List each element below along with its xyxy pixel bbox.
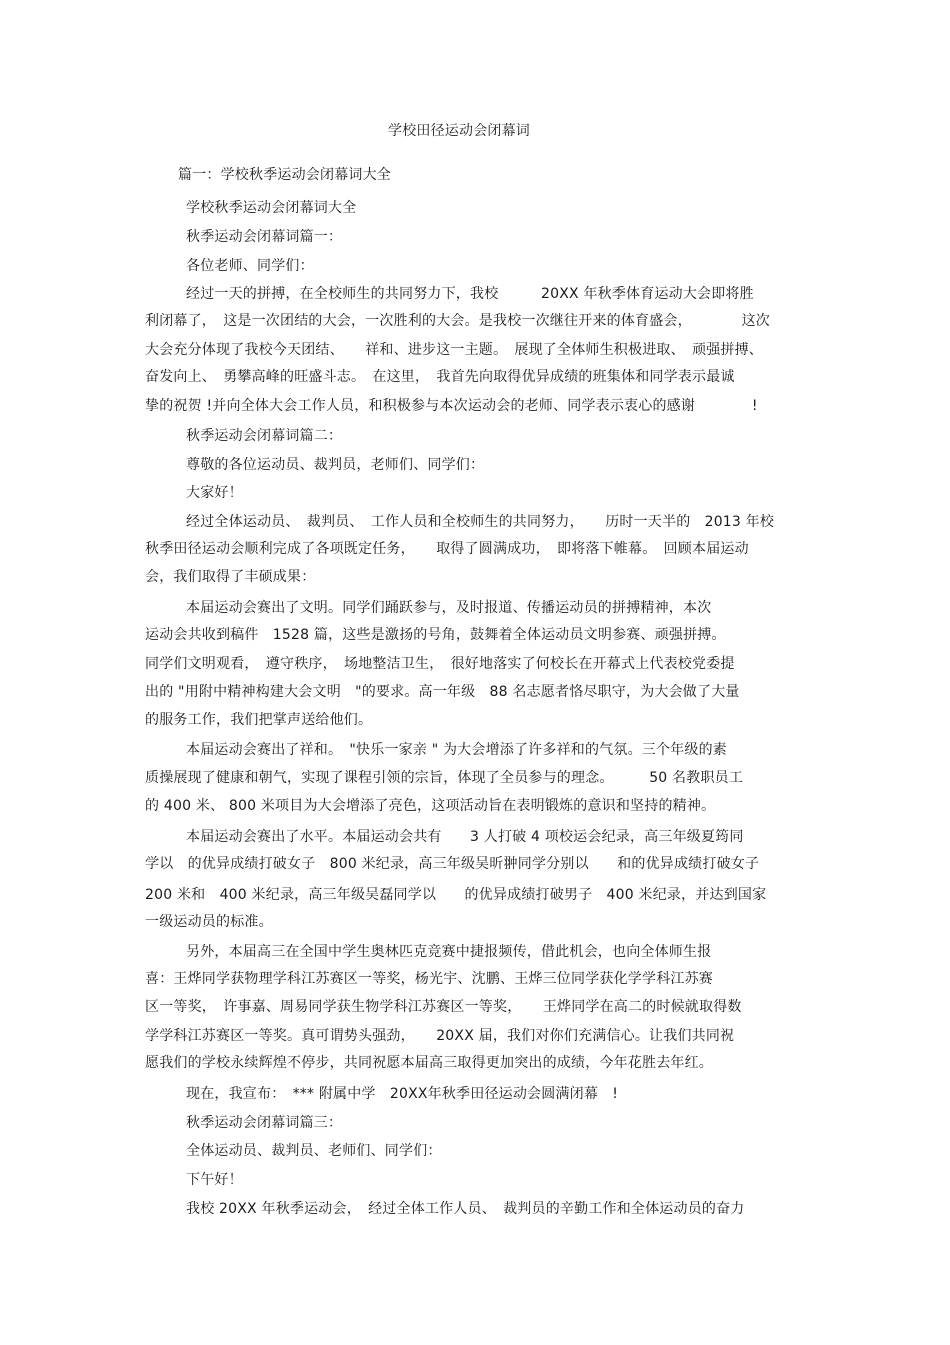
paragraph-line: 奋发向上、 勇攀高峰的旺盛斗志。 在这里， 我首先向取得优异成绩的班集体和同学表示最诚 bbox=[145, 369, 735, 385]
paragraph-line: 经过一天的拼搏，在全校师生的共同努力下，我校 20XX 年秋季体育运动大会即将胜 bbox=[186, 286, 754, 302]
paragraph-line: 大会充分体现了我校今天团结、 祥和、进步这一主题。 展现了全体师生积极进取、 顽强拼搏、 bbox=[145, 342, 763, 358]
paragraph-line: 运动会共收到稿件 1528 篇，这些是激扬的号角，鼓舞着全体运动员文明参赛、顽强拼搏。 bbox=[145, 627, 726, 643]
paragraph-line: 挚的祝贺 !并向全体大会工作人员，和积极参与本次运动会的老师、同学表示衷心的感谢 ! bbox=[145, 398, 758, 414]
paragraph-line: 各位老师、同学们： bbox=[186, 258, 314, 274]
paragraph-line: 同学们文明观看， 遵守秩序， 场地整洁卫生， 很好地落实了何校长在开幕式上代表校党委提 bbox=[145, 656, 735, 672]
paragraph-line: 秋季运动会闭幕词篇二： bbox=[186, 428, 343, 444]
paragraph-line: 现在，我宣布： *** 附属中学 20XX年秋季田径运动会圆满闭幕 ! bbox=[186, 1086, 619, 1102]
document-title: 学校田径运动会闭幕词 bbox=[388, 123, 530, 139]
paragraph-line: 下午好！ bbox=[186, 1172, 243, 1188]
paragraph-line: 本届运动会赛出了水平。本届运动会共有 3 人打破 4 项校运会纪录，高三年级夏筠同 bbox=[186, 829, 744, 845]
paragraph-line: 我校 20XX 年秋季运动会， 经过全体工作人员、 裁判员的辛勤工作和全体运动员的奋力 bbox=[186, 1201, 745, 1217]
paragraph-line: 200 米和 400 米纪录，高三年级吴磊同学以 的优异成绩打破男子 400 米纪录，并达到国家 bbox=[145, 887, 767, 903]
paragraph-line: 尊敬的各位运动员、裁判员，老师们、同学们： bbox=[186, 457, 485, 473]
paragraph-line: 秋季运动会闭幕词篇一： bbox=[186, 229, 343, 245]
paragraph-line: 大家好！ bbox=[186, 485, 243, 501]
paragraph-line: 学以 的优异成绩打破女子 800 米纪录，高三年级吴昕翀同学分别以 和的优异成绩打破女子 bbox=[145, 856, 760, 872]
section-heading: 篇一：学校秋季运动会闭幕词大全 bbox=[178, 167, 391, 183]
paragraph-line: 另外，本届高三在全国中学生奥林匹克竞赛中捷报频传，借此机会，也向全体师生报 bbox=[186, 944, 712, 960]
paragraph-line: 全体运动员、裁判员、老师们、同学们： bbox=[186, 1143, 442, 1159]
paragraph-line: 利闭幕了， 这是一次团结的大会，一次胜利的大会。是我校一次继往开来的体育盛会， 这次 bbox=[145, 313, 770, 329]
paragraph-line: 秋季运动会闭幕词篇三： bbox=[186, 1115, 343, 1131]
paragraph-line: 的服务工作，我们把掌声送给他们。 bbox=[145, 712, 373, 728]
paragraph-line: 会，我们取得了丰硕成果： bbox=[145, 569, 316, 585]
paragraph-line: 学学科江苏赛区一等奖。真可谓势头强劲， 20XX 届，我们对你们充满信心。让我们共同祝 bbox=[145, 1028, 735, 1044]
paragraph-line: 区一等奖， 许事嘉、周易同学获生物学科江苏赛区一等奖， 王烨同学在高二的时候就取得数 bbox=[145, 999, 742, 1015]
paragraph-line: 本届运动会赛出了祥和。 "快乐一家亲 " 为大会增添了许多祥和的气氛。三个年级的素 bbox=[186, 742, 727, 758]
paragraph-line: 出的 "用附中精神构建大会文明 "的要求。高一年级 88 名志愿者恪尽职守，为大会做了大量 bbox=[145, 684, 740, 700]
paragraph-line: 经过全体运动员、 裁判员、 工作人员和全校师生的共同努力， 历时一天半的 2013 年校 bbox=[186, 514, 775, 530]
paragraph-line: 学校秋季运动会闭幕词大全 bbox=[186, 200, 357, 216]
paragraph-line: 秋季田径运动会顺利完成了各项既定任务， 取得了圆满成功， 即将落下帷幕。 回顾本届运动 bbox=[145, 541, 749, 557]
paragraph-line: 质操展现了健康和朝气，实现了课程引领的宗旨，体现了全员参与的理念。 50 名教职员工 bbox=[145, 770, 744, 786]
paragraph-line: 一级运动员的标准。 bbox=[145, 914, 273, 930]
paragraph-line: 本届运动会赛出了文明。同学们踊跃参与，及时报道、传播运动员的拼搏精神，本次 bbox=[186, 600, 712, 616]
paragraph-line: 的 400 米、 800 米项目为大会增添了亮色，这项活动旨在表明锻炼的意识和坚持的精神。 bbox=[145, 798, 716, 814]
paragraph-line: 喜：王烨同学获物理学科江苏赛区一等奖，杨光宇、沈鹏、王烨三位同学获化学学科江苏赛 bbox=[145, 971, 713, 987]
paragraph-line: 愿我们的学校永续辉煌不停步，共同祝愿本届高三取得更加突出的成绩，今年花胜去年红。 bbox=[145, 1055, 713, 1071]
